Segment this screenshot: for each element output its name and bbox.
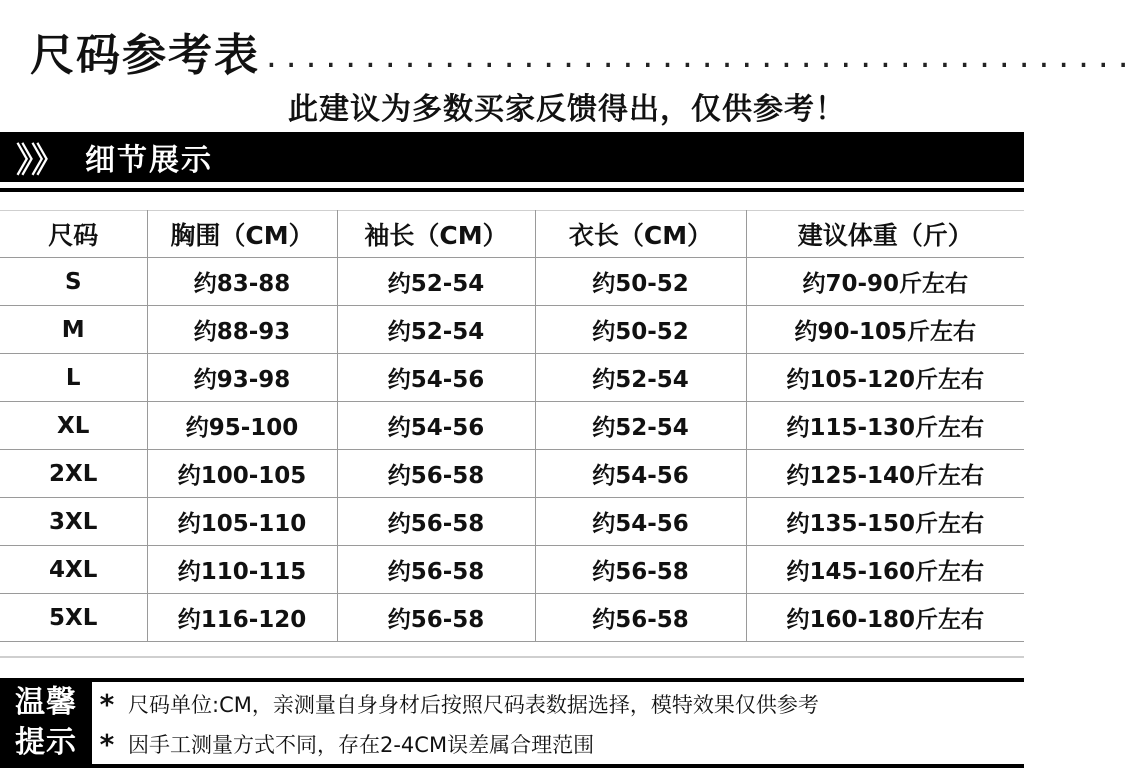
cell-length: 约52-54	[535, 402, 746, 450]
tip-text: 因手工测量方式不同，存在2-4CM误差属合理范围	[128, 733, 595, 757]
cell-length: 约56-58	[535, 546, 746, 594]
asterisk-icon: *	[99, 687, 115, 721]
cell-sleeve: 约56-58	[337, 498, 535, 546]
section-bar	[0, 132, 1024, 182]
tip-text: 尺码单位:CM，亲测量自身身材后按照尺码表数据选择，模特效果仅供参考	[128, 693, 819, 717]
cell-weight: 约115-130斤左右	[746, 402, 1024, 450]
tip-item	[96, 724, 1021, 764]
cell-weight: 约145-160斤左右	[746, 546, 1024, 594]
header-length: 衣长（CM）	[535, 211, 746, 258]
section-label: 细节展示	[85, 143, 213, 178]
cell-sleeve: 约54-56	[337, 354, 535, 402]
tips-label	[0, 678, 92, 768]
cell-weight: 约135-150斤左右	[746, 498, 1024, 546]
cell-size: S	[0, 258, 147, 306]
header-weight: 建议体重（斤）	[746, 211, 1024, 258]
title-row	[30, 22, 1138, 82]
cell-size: 3XL	[0, 498, 147, 546]
cell-length: 约56-58	[535, 594, 746, 642]
title-dot-leader: ............................................	[266, 36, 1138, 76]
tips-label-line2: 提示	[15, 725, 77, 760]
cell-chest: 约100-105	[147, 450, 337, 498]
cell-sleeve: 约54-56	[337, 402, 535, 450]
cell-size: M	[0, 306, 147, 354]
cell-chest: 约83-88	[147, 258, 337, 306]
double-chevron-icon: 》》	[16, 140, 63, 181]
cell-chest: 约88-93	[147, 306, 337, 354]
table-row	[0, 354, 1024, 402]
cell-sleeve: 约56-58	[337, 450, 535, 498]
header-sleeve: 袖长（CM）	[337, 211, 535, 258]
table-row	[0, 546, 1024, 594]
cell-chest: 约105-110	[147, 498, 337, 546]
table-row	[0, 306, 1024, 354]
table-row	[0, 258, 1024, 306]
cell-weight: 约160-180斤左右	[746, 594, 1024, 642]
cell-length: 约52-54	[535, 354, 746, 402]
cell-size: L	[0, 354, 147, 402]
table-header-row	[0, 211, 1024, 258]
cell-sleeve: 约56-58	[337, 594, 535, 642]
cell-size: XL	[0, 402, 147, 450]
cell-chest: 约93-98	[147, 354, 337, 402]
tips-label-line1: 温馨	[15, 685, 77, 720]
cell-chest: 约95-100	[147, 402, 337, 450]
size-table	[0, 210, 1024, 642]
cell-size: 4XL	[0, 546, 147, 594]
cell-weight: 约70-90斤左右	[746, 258, 1024, 306]
cell-length: 约54-56	[535, 498, 746, 546]
table-row	[0, 594, 1024, 642]
cell-weight: 约90-105斤左右	[746, 306, 1024, 354]
cell-size: 2XL	[0, 450, 147, 498]
cell-chest: 约116-120	[147, 594, 337, 642]
tip-item	[96, 684, 1021, 724]
table-row	[0, 498, 1024, 546]
cell-size: 5XL	[0, 594, 147, 642]
cell-length: 约54-56	[535, 450, 746, 498]
header-chest: 胸围（CM）	[147, 211, 337, 258]
table-row	[0, 450, 1024, 498]
header-size: 尺码	[0, 211, 147, 258]
cell-weight: 约105-120斤左右	[746, 354, 1024, 402]
cell-sleeve: 约52-54	[337, 258, 535, 306]
cell-length: 约50-52	[535, 258, 746, 306]
page-subtitle: 此建议为多数买家反馈得出，仅供参考！	[288, 92, 846, 127]
cell-sleeve: 约52-54	[337, 306, 535, 354]
cell-weight: 约125-140斤左右	[746, 450, 1024, 498]
cell-chest: 约110-115	[147, 546, 337, 594]
cell-sleeve: 约56-58	[337, 546, 535, 594]
cell-length: 约50-52	[535, 306, 746, 354]
table-row	[0, 402, 1024, 450]
table-bottom-divider	[0, 656, 1024, 658]
asterisk-icon: *	[99, 727, 115, 761]
page-title: 尺码参考表	[30, 30, 260, 81]
section-divider	[0, 188, 1024, 192]
